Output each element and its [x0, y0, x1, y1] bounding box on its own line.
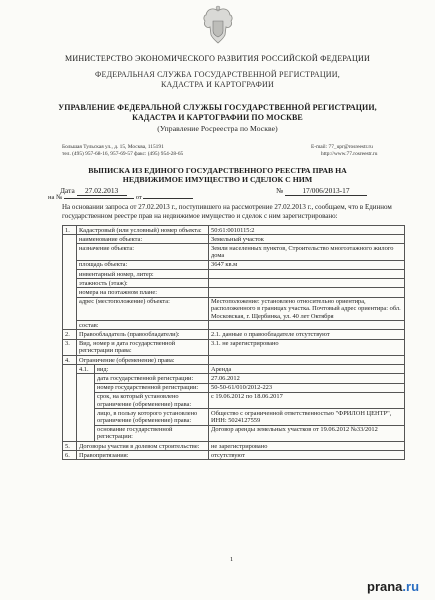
- table-row: [63, 297, 405, 321]
- office-address: Большая Тульская ул., д. 15, Москва, 115191: [62, 144, 164, 150]
- coat-of-arms-emblem: [201, 5, 235, 45]
- object-area-label: площадь объекта:: [77, 260, 209, 269]
- beneficiary-label: лицо, в пользу которого установлено ограничение (обременение) права:: [95, 409, 209, 425]
- table-row: [63, 383, 405, 392]
- object-purpose-label: назначение объекта:: [77, 244, 209, 260]
- row-number: 6.: [63, 451, 77, 460]
- table-row: [63, 365, 405, 374]
- department-name-line1: УПРАВЛЕНИЕ ФЕДЕРАЛЬНОЙ СЛУЖБЫ ГОСУДАРСТВЕННОЙ РЕГИСТРАЦИИ,: [58, 103, 377, 112]
- object-name-value: Земельный участок: [209, 235, 405, 244]
- object-address-value: Местоположение: установлено относительно ориентира, расположенного в границах участка. Почтовый адрес ориентира: обл. Московская, г. Щербинка, ул. 40 лет Октября: [209, 297, 405, 321]
- cadastral-value: 50:61:0010115:2: [209, 226, 405, 235]
- rightholder-label: Правообладатель (правообладатели):: [77, 330, 209, 339]
- office-website: http://www.77.rosreestr.ru: [321, 151, 378, 157]
- table-row: [63, 451, 405, 460]
- registration-date-value: 27.06.2012: [209, 374, 405, 383]
- inventory-number-label: инвентарный номер, литер:: [77, 270, 209, 279]
- table-row: [63, 425, 405, 441]
- office-email: E-mail: 77_upr@rosreestr.ru: [311, 144, 373, 150]
- registry-table: [62, 225, 405, 460]
- service-name-line2: КАДАСТРА И КАРТОГРАФИИ: [161, 80, 274, 89]
- beneficiary-value: Общество с ограниченной ответственностью "ФРИЛОН ЦЕНТР", ИНН: 5024127559: [209, 409, 405, 425]
- table-row: [63, 260, 405, 269]
- table-row: [63, 288, 405, 297]
- document-title-line2: НЕДВИЖИМОЕ ИМУЩЕСТВО И СДЕЛОК С НИМ: [122, 175, 313, 184]
- table-row: [63, 442, 405, 451]
- registration-basis-label: основание государственной регистрации:: [95, 425, 209, 441]
- object-purpose-value: Земли населенных пунктов, Строительство многоэтажного жилого дома: [209, 244, 405, 260]
- table-row: [63, 321, 405, 330]
- row-number: 1.: [63, 226, 77, 235]
- object-name-label: наименование объекта:: [77, 235, 209, 244]
- rightholder-value: 2.1. данные о правообладателе отсутствуют: [209, 330, 405, 339]
- term-label: срок, на который установлено ограничение (обременение) права:: [95, 392, 209, 408]
- department-name-line2: КАДАСТРА И КАРТОГРАФИИ ПО МОСКВЕ: [132, 113, 303, 122]
- shared-construction-value: не зарегистрировано: [209, 442, 405, 451]
- row-number: 4.: [63, 356, 77, 365]
- table-row: [63, 235, 405, 244]
- encumbrance-label: Ограничение (обременение) права:: [77, 356, 209, 365]
- department-name-short: (Управление Росреестра по Москве): [157, 124, 278, 133]
- reference-date: Дата 27.02.2013: [60, 186, 127, 196]
- right-registration-label: Вид, номер и дата государственной регистрации права:: [77, 339, 209, 355]
- table-row: [63, 226, 405, 235]
- row-number: 2.: [63, 330, 77, 339]
- office-phones: тел. (495) 957-68-16, 957-69-57 факс: (495) 954-28-65: [62, 151, 184, 157]
- reference-incoming: на № от: [48, 194, 193, 201]
- floor-plan-numbers-label: номера на поэтажном плане:: [77, 288, 209, 297]
- document-title-line1: ВЫПИСКА ИЗ ЕДИНОГО ГОСУДАРСТВЕННОГО РЕЕСТРА ПРАВ НА: [88, 166, 347, 175]
- registration-basis-value: Договор аренды земельных участков от 19.06.2012 №33/2012: [209, 425, 405, 441]
- table-row: [63, 244, 405, 260]
- composition-label: состав:: [77, 321, 209, 330]
- encumbrance-number: 4.1.: [77, 365, 95, 374]
- table-row: [63, 409, 405, 425]
- table-row: [63, 356, 405, 365]
- registration-number-label: номер государственной регистрации:: [95, 383, 209, 392]
- registration-number-value: 50-50-61/010/2012-223: [209, 383, 405, 392]
- object-area-value: 3647 кв.м: [209, 260, 405, 269]
- page-number: 1: [230, 556, 234, 563]
- table-row: [63, 330, 405, 339]
- reference-number: № 17/006/2013-17: [276, 186, 367, 196]
- shared-construction-label: Договоры участия в долевом строительстве:: [77, 442, 209, 451]
- table-row: [63, 279, 405, 288]
- service-name-line1: ФЕДЕРАЛЬНАЯ СЛУЖБА ГОСУДАРСТВЕННОЙ РЕГИСТРАЦИИ,: [95, 70, 340, 79]
- table-row: [63, 339, 405, 355]
- registration-date-label: дата государственной регистрации:: [95, 374, 209, 383]
- encumbrance-type-label: вид:: [95, 365, 209, 374]
- object-address-label: адрес (местоположение) объекта:: [77, 297, 209, 321]
- row-number: 5.: [63, 442, 77, 451]
- row-number: 3.: [63, 339, 77, 355]
- floors-label: этажность (этаж):: [77, 279, 209, 288]
- ministry-name: МИНИСТЕРСТВО ЭКОНОМИЧЕСКОГО РАЗВИТИЯ РОССИЙСКОЙ ФЕДЕРАЦИИ: [65, 54, 370, 63]
- term-value: с 19.06.2012 по 18.06.2017: [209, 392, 405, 408]
- intro-paragraph: На основании запроса от 27.02.2013 г., поступившего на рассмотрение 27.02.2013 г., сообщаем, что в Единном государственном реестре прав на недвижимое имущество и сделок с ним зарегистрировано:: [62, 203, 392, 220]
- table-row: [63, 392, 405, 408]
- site-watermark: prana.ru: [367, 579, 420, 594]
- right-registration-value: 3.1. не зарегистрировано: [209, 339, 405, 355]
- claims-label: Правопритязания:: [77, 451, 209, 460]
- cadastral-label: Кадастровый (или условный) номер объекта:: [77, 226, 209, 235]
- table-row: [63, 374, 405, 383]
- encumbrance-type-value: Аренда: [209, 365, 405, 374]
- claims-value: отсутствуют: [209, 451, 405, 460]
- table-row: [63, 270, 405, 279]
